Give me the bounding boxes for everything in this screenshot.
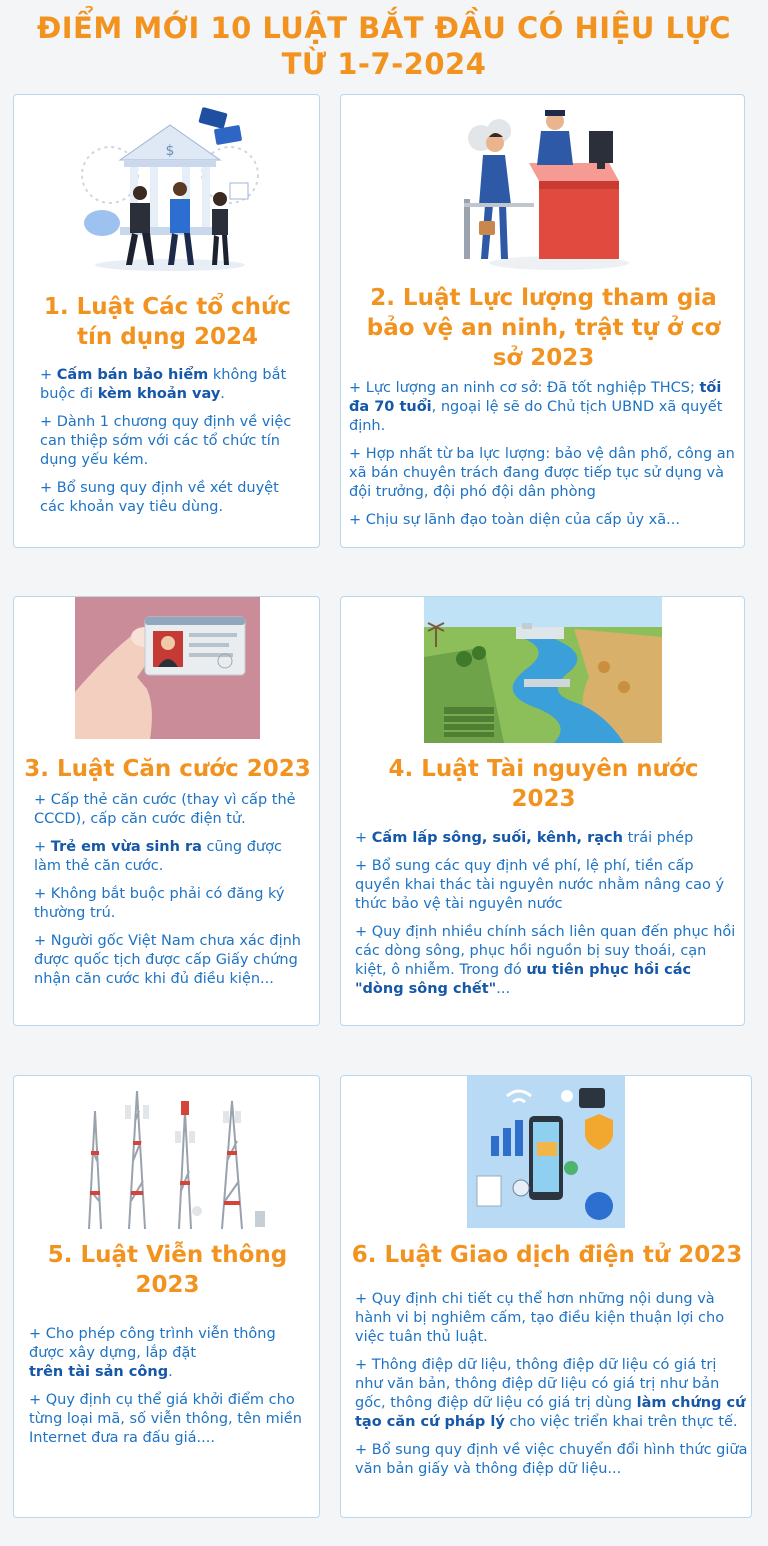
card-title <box>14 754 321 784</box>
card-items <box>355 829 739 1008</box>
list-item: + Cho phép công trình viễn thông được xây dựng, lắp đặt trên tài sản công. <box>29 1326 276 1380</box>
list-item: + Bổ sung quy định về xét duyệt các khoản vay tiêu dùng. <box>40 480 279 515</box>
card-title-line: 1. Luật Các tổ chức <box>43 294 292 320</box>
card-items <box>355 1290 748 1488</box>
page-title-line1: ĐIỂM MỚI 10 LUẬT BẮT ĐẦU CÓ HIỆU LỰC <box>36 11 732 45</box>
digital-transaction-icon <box>467 1076 625 1228</box>
card-title-line: 3. Luật Căn cước 2023 <box>24 756 311 782</box>
list-item: + Người gốc Việt Nam chưa xác định được quốc tịch được cấp Giấy chứng nhận căn cước khi đủ điều kiện... <box>34 933 301 987</box>
card-e-transactions-law <box>340 1075 752 1518</box>
list-item: + Dành 1 chương quy định về việc can thiệp sớm với các tổ chức tín dụng yếu kém. <box>40 414 292 468</box>
page-title-line2: TỪ 1-7-2024 <box>281 47 487 81</box>
security-desk-icon <box>459 103 634 275</box>
card-title <box>347 754 740 814</box>
list-item: + Trẻ em vừa sinh ra cũng được làm thẻ căn cước. <box>34 839 282 874</box>
list-item: + Hợp nhất từ ba lực lượng: bảo vệ dân phố, công an xã bán chuyên trách đang được tiếp tục sử dụng và đội trưởng, đội phó đội dân phòng <box>349 446 735 500</box>
list-item: + Thông điệp dữ liệu, thông điệp dữ liệu có giá trị như văn bản, thông điệp dữ liệu có giá trị như bản gốc, thông điệp dữ liệu có giá trị dùng làm chứng cứ tạo căn cứ pháp lý cho việc triển khai trên thực tế. <box>355 1357 746 1430</box>
list-item: + Cấm bán bảo hiểm không bắt buộc đi kèm khoản vay. <box>40 367 287 402</box>
list-item: + Lực lượng an ninh cơ sở: Đã tốt nghiệp THCS; tối đa 70 tuổi, ngoại lệ sẽ do Chủ tịch UBND xã quyết định. <box>349 380 723 434</box>
card-title <box>347 283 740 373</box>
card-items <box>349 379 739 539</box>
card-water-resources-law <box>340 596 745 1026</box>
card-items <box>34 791 309 998</box>
card-title-line: 4. Luật Tài nguyên nước <box>388 756 699 782</box>
list-item: + Không bắt buộc phải có đăng ký thường trú. <box>34 886 285 921</box>
id-card-icon <box>75 597 260 739</box>
card-title-line: 5. Luật Viễn thông <box>47 1242 288 1268</box>
card-credit-institutions-law <box>13 94 320 548</box>
card-items <box>29 1325 314 1457</box>
card-title-line: 2. Luật Lực lượng tham gia <box>370 285 717 311</box>
list-item: + Quy định cụ thể giá khởi điểm cho từng loại mã, số viễn thông, tên miền Internet đưa ra đấu giá.... <box>29 1392 302 1446</box>
card-items <box>40 366 302 526</box>
card-title <box>14 1240 321 1300</box>
telecom-tower-icon <box>77 1081 267 1231</box>
card-identity-law <box>13 596 320 1026</box>
list-item: + Quy định nhiều chính sách liên quan đến phục hồi các dòng sông, phục hồi nguồn bị suy thoái, cạn kiệt, ô nhiễm. Trong đó ưu tiên phục hồi các "dòng sông chết"... <box>355 924 736 997</box>
card-title <box>22 292 313 352</box>
list-item: + Cấm lấp sông, suối, kênh, rạch trái phép <box>355 830 694 846</box>
list-item: + Bổ sung quy định về việc chuyển đổi hình thức giữa văn bản giấy và thông điệp dữ liệu... <box>355 1442 748 1477</box>
card-title-line: 2023 <box>511 786 576 812</box>
card-title-line: tín dụng 2024 <box>77 324 258 350</box>
list-item: + Quy định chi tiết cụ thể hơn những nội dung và hành vi bị nghiêm cấm, tạo điều kiện thuận lợi cho việc tuân thủ luật. <box>355 1291 725 1345</box>
page-title <box>0 10 768 82</box>
card-title-line: 6. Luật Giao dịch điện tử 2023 <box>351 1242 743 1268</box>
card-security-forces-law <box>340 94 745 548</box>
bank-people-icon <box>80 105 260 275</box>
card-title-line: sở 2023 <box>492 345 595 371</box>
card-telecom-law <box>13 1075 320 1518</box>
card-title-line: bảo vệ an ninh, trật tự ở cơ <box>366 315 721 341</box>
svg-text:$: $ <box>165 143 175 159</box>
list-item: + Chịu sự lãnh đạo toàn diện của cấp ủy xã... <box>349 512 680 528</box>
river-landscape-icon <box>424 597 662 743</box>
card-title-line: 2023 <box>135 1272 200 1298</box>
card-title <box>341 1240 753 1270</box>
list-item: + Bổ sung các quy định về phí, lệ phí, tiền cấp quyền khai thác tài nguyên nước nhằm nâng cao ý thức bảo vệ tài nguyên nước <box>355 858 725 912</box>
list-item: + Cấp thẻ căn cước (thay vì cấp thẻ CCCD), cấp căn cước điện tử. <box>34 792 296 827</box>
